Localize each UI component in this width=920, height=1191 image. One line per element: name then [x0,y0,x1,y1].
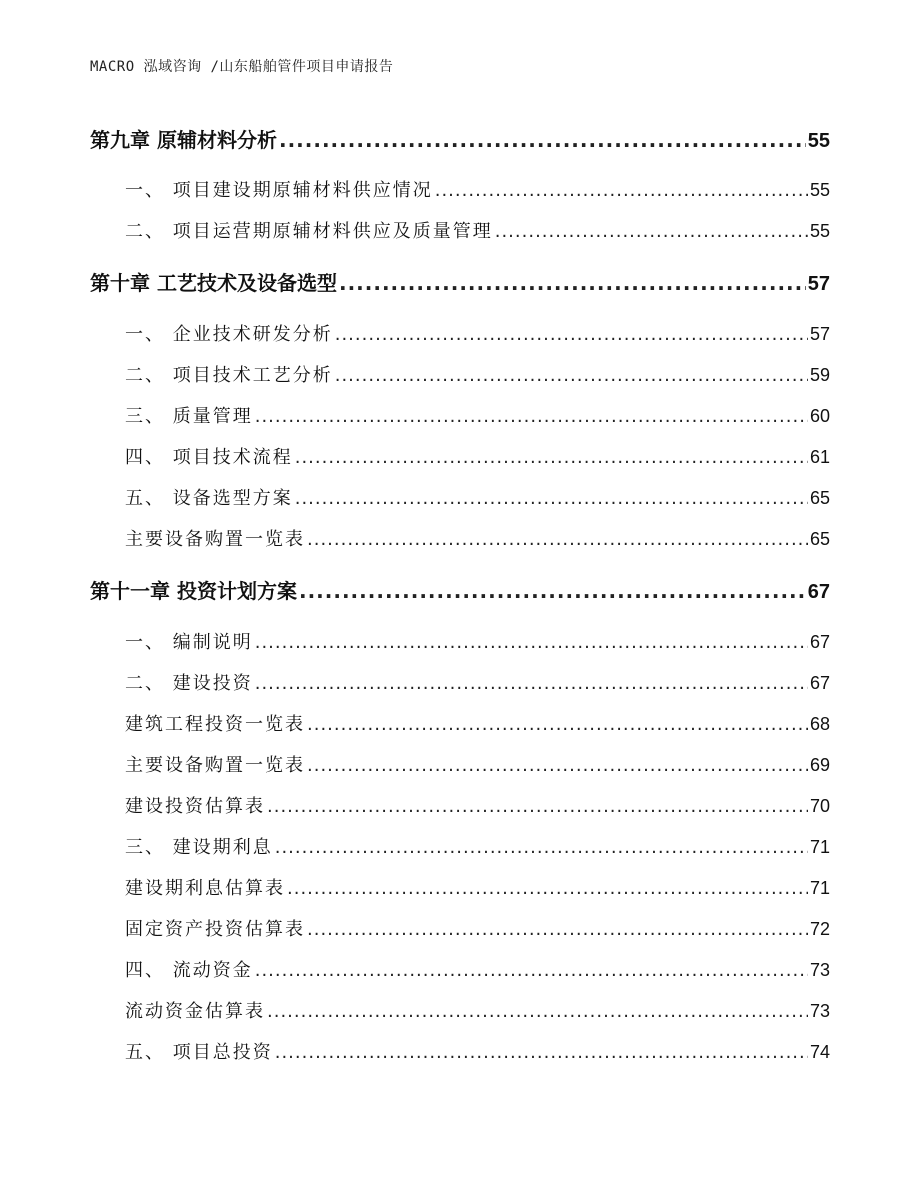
toc-entry-page-number: 67 [807,581,830,603]
dot-leader [307,755,808,776]
toc-entry-page-number: 61 [809,447,830,467]
dot-leader [495,221,808,242]
dot-leader [279,128,806,152]
toc-entry-page-number: 67 [809,673,830,693]
toc-entry-label: 一、 编制说明 [125,632,253,653]
toc-entry-label: 建设期利息估算表 [125,878,285,899]
dot-leader [267,1001,808,1022]
dot-leader [307,529,808,550]
toc-entry-page-number: 71 [809,878,830,898]
toc-section-entry[interactable] [125,997,830,1023]
dot-leader [335,365,808,386]
dot-leader [255,960,808,981]
toc-entry-page-number: 55 [809,221,830,241]
toc-entry-page-number: 65 [809,488,830,508]
toc-entry-page-number: 59 [809,365,830,385]
toc-entry-label: 第十章 工艺技术及设备选型 [90,271,337,295]
toc-entry-label: 二、 项目技术工艺分析 [125,365,333,386]
toc-entry-label: 四、 流动资金 [125,960,253,981]
toc-entry-page-number: 60 [809,406,830,426]
toc-entry-label: 第九章 原辅材料分析 [90,128,277,152]
toc-section-entry[interactable] [125,320,830,346]
toc-entry-label: 第十一章 投资计划方案 [90,579,297,603]
toc-entry-page-number: 68 [809,714,830,734]
toc-entry-page-number: 69 [809,755,830,775]
toc-entry-page-number: 71 [809,837,830,857]
toc-section-entry[interactable] [125,710,830,736]
toc-section-entry[interactable] [125,751,830,777]
dot-leader [307,919,808,940]
toc-entry-page-number: 72 [809,919,830,939]
toc-entry-page-number: 73 [809,960,830,980]
toc-entry-page-number: 73 [809,1001,830,1021]
dot-leader [307,714,808,735]
dot-leader [255,632,808,653]
toc-entry-label: 三、 质量管理 [125,406,253,427]
toc-entry-label: 固定资产投资估算表 [125,919,305,940]
toc-entry-page-number: 67 [809,632,830,652]
toc-entry-label: 一、 项目建设期原辅材料供应情况 [125,180,433,201]
dot-leader [295,488,808,509]
page-header: MACRO 泓域咨询 /山东船舶管件项目申请报告 [90,59,394,75]
dot-leader [267,796,808,817]
toc-section-entry[interactable] [125,628,830,654]
dot-leader [255,673,808,694]
dot-leader [299,579,806,603]
dot-leader [275,1042,808,1063]
dot-leader [435,180,808,201]
toc-entry-label: 二、 建设投资 [125,673,253,694]
toc-section-entry[interactable] [125,443,830,469]
dot-leader [335,324,808,345]
toc-section-entry[interactable] [125,1038,830,1064]
toc-entry-page-number: 55 [809,180,830,200]
toc-chapter-entry[interactable] [90,575,830,604]
toc-entry-page-number: 57 [807,273,830,295]
dot-leader [295,447,808,468]
dot-leader [255,406,808,427]
toc-section-entry[interactable] [125,874,830,900]
toc-section-entry[interactable] [125,402,830,428]
toc-entry-label: 主要设备购置一览表 [125,755,305,776]
toc-section-entry[interactable] [125,217,830,243]
toc-chapter-entry[interactable] [90,124,830,153]
toc-entry-label: 建筑工程投资一览表 [125,714,305,735]
toc-section-entry[interactable] [125,525,830,551]
toc-section-entry[interactable] [125,833,830,859]
toc-chapter-entry[interactable] [90,267,830,296]
toc-entry-page-number: 74 [809,1042,830,1062]
dot-leader [275,837,808,858]
toc-section-entry[interactable] [125,792,830,818]
toc-section-entry[interactable] [125,915,830,941]
toc-entry-label: 五、 设备选型方案 [125,488,293,509]
dot-leader [287,878,808,899]
toc-entry-label: 三、 建设期利息 [125,837,273,858]
dot-leader [339,271,806,295]
toc-entry-label: 建设投资估算表 [125,796,265,817]
toc-entry-label: 二、 项目运营期原辅材料供应及质量管理 [125,221,493,242]
toc-entry-label: 四、 项目技术流程 [125,447,293,468]
toc-entry-label: 五、 项目总投资 [125,1042,273,1063]
toc-section-entry[interactable] [125,956,830,982]
toc-entry-page-number: 57 [809,324,830,344]
toc-entry-label: 主要设备购置一览表 [125,529,305,550]
toc-entry-page-number: 55 [807,130,830,152]
toc-entry-label: 一、 企业技术研发分析 [125,324,333,345]
toc-entry-label: 流动资金估算表 [125,1001,265,1022]
toc-section-entry[interactable] [125,484,830,510]
toc-section-entry[interactable] [125,361,830,387]
toc-entry-page-number: 65 [809,529,830,549]
toc-section-entry[interactable] [125,669,830,695]
toc-entry-page-number: 70 [809,796,830,816]
toc-section-entry[interactable] [125,176,830,202]
